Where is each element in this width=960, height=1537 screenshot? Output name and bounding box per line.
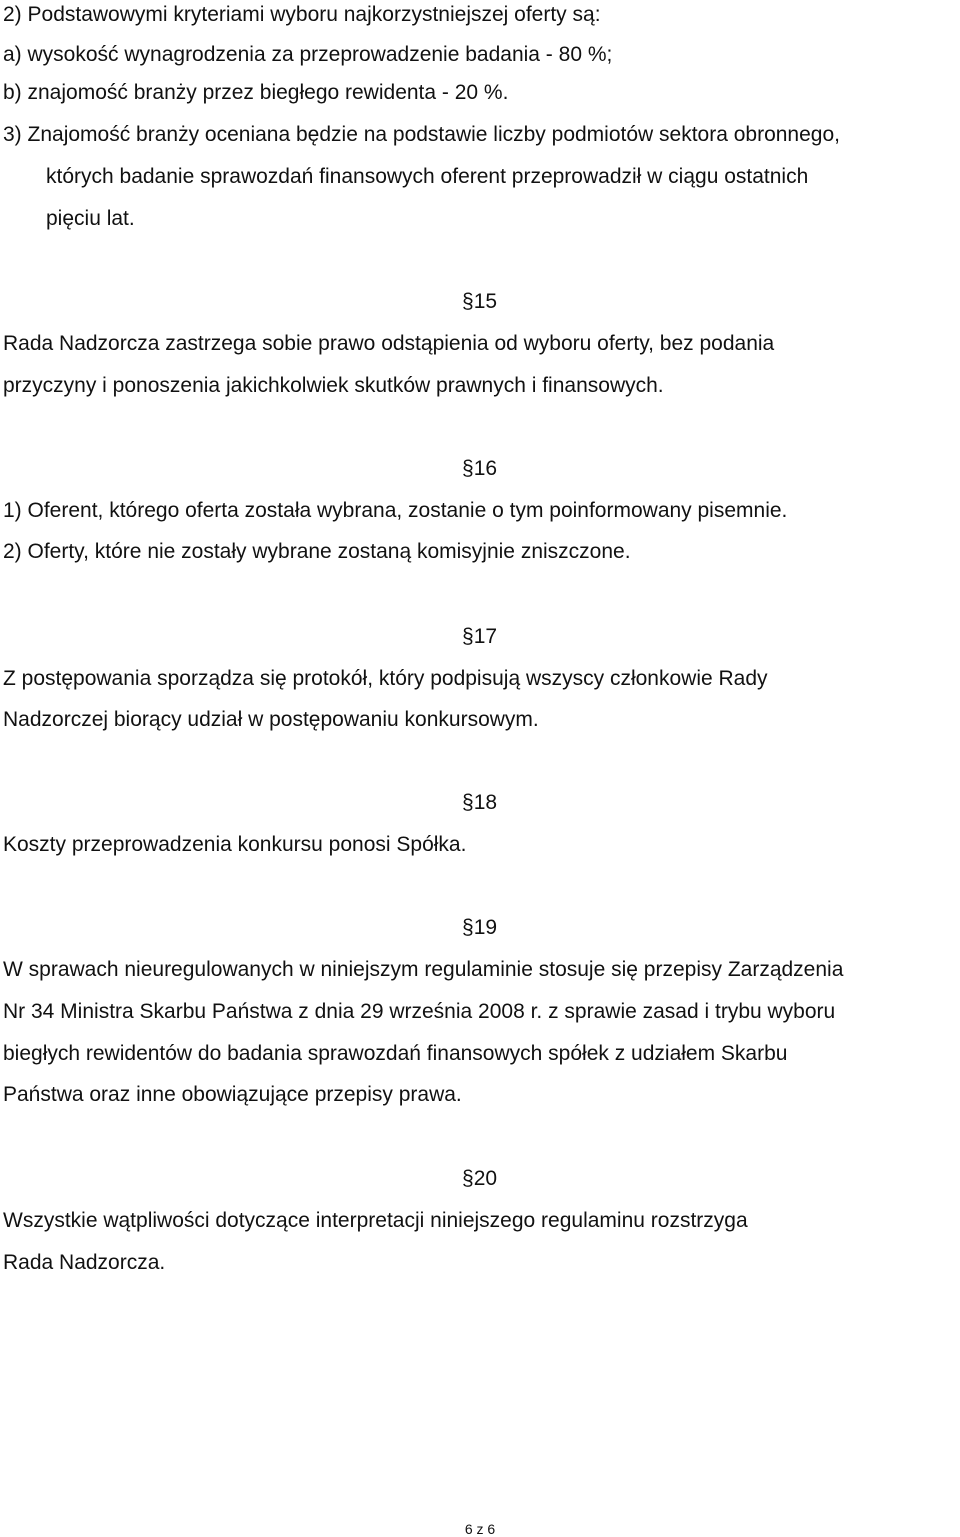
page-number: 6 z 6 [464,1521,496,1537]
section-16-item2: 2) Oferty, które nie zostały wybrane zostaną komisyjnie zniszczone. [3,540,631,563]
criteria-item-2: 2) Podstawowymi kryteriami wyboru najkorzystniejszej oferty są: [3,3,601,26]
section-17-line2: Nadzorczej biorący udział w postępowaniu konkursowym. [3,708,539,731]
section-symbol-icon: § [462,625,474,648]
section-symbol-icon: § [462,1167,474,1190]
section-19-line1: W sprawach nieuregulowanych w niniejszym regulaminie stosuje się przepisy Zarządzenia [3,958,844,981]
section-18-heading [462,790,497,816]
criteria-item-2a: a) wysokość wynagrodzenia za przeprowadzenie badania - 80 %; [3,43,613,66]
section-17-heading [462,624,497,650]
section-18-line1: Koszty przeprowadzenia konkursu ponosi Spółka. [3,833,467,856]
section-15-number: 15 [473,290,498,313]
criteria-item-3-line1: 3) Znajomość branży oceniana będzie na podstawie liczby podmiotów sektora obronnego, [3,123,840,146]
section-15-heading [462,289,497,315]
section-20-line1: Wszystkie wątpliwości dotyczące interpretacji niniejszego regulaminu rozstrzyga [3,1209,748,1232]
section-17-number: 17 [473,625,498,648]
section-20-number: 20 [473,1167,498,1190]
section-symbol-icon: § [462,791,474,814]
section-15-line2: przyczyny i ponoszenia jakichkolwiek skutków prawnych i finansowych. [3,374,664,397]
section-16-heading [462,456,497,482]
section-20-heading [462,1166,497,1192]
section-15-line1: Rada Nadzorcza zastrzega sobie prawo odstąpienia od wyboru oferty, bez podania [3,332,775,355]
section-20-line2: Rada Nadzorcza. [3,1251,166,1274]
section-19-line4: Państwa oraz inne obowiązujące przepisy prawa. [3,1083,462,1106]
section-19-number: 19 [473,916,498,939]
section-symbol-icon: § [462,916,474,939]
criteria-item-3-line2: których badanie sprawozdań finansowych oferent przeprowadził w ciągu ostatnich [46,165,809,188]
section-19-line2: Nr 34 Ministra Skarbu Państwa z dnia 29 września 2008 r. z sprawie zasad i trybu wyboru [3,1000,836,1023]
criteria-item-3-line3: pięciu lat. [46,207,135,230]
section-17-line1: Z postępowania sporządza się protokół, który podpisują wszyscy członkowie Rady [3,667,768,690]
section-19-line3: biegłych rewidentów do badania sprawozdań finansowych spółek z udziałem Skarbu [3,1042,788,1065]
section-16-number: 16 [473,457,498,480]
section-symbol-icon: § [462,457,474,480]
section-18-number: 18 [473,791,498,814]
section-16-item1: 1) Oferent, którego oferta została wybrana, zostanie o tym poinformowany pisemnie. [3,499,788,522]
criteria-item-2b: b) znajomość branży przez biegłego rewidenta - 20 %. [3,81,509,104]
section-19-heading [462,915,497,941]
section-symbol-icon: § [462,290,474,313]
